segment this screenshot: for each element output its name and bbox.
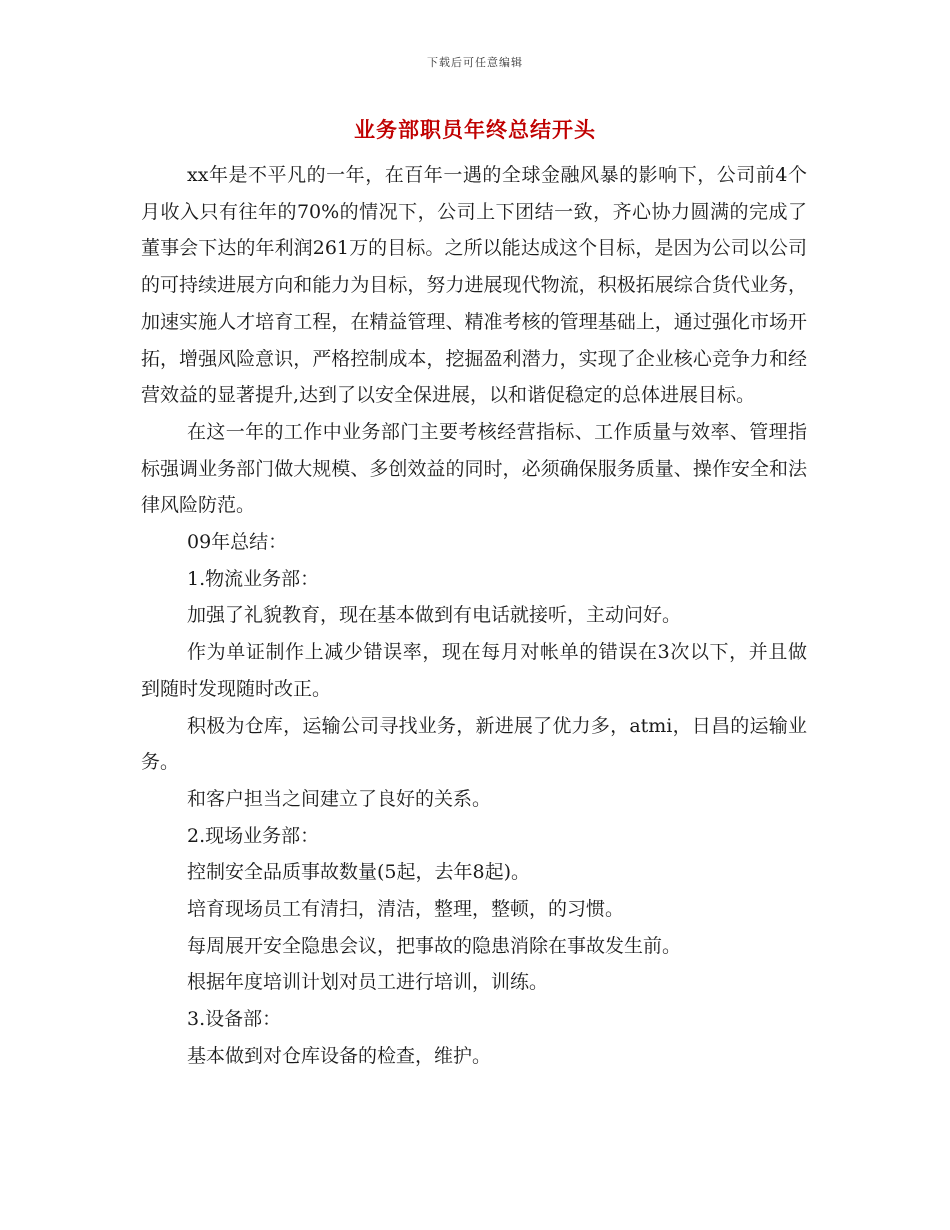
document-body	[141, 157, 807, 1075]
paragraph-work-focus: 在这一年的工作中业务部门主要考核经营指标、工作质量与效率、管理指标强调业务部门做大规模、多创效益的同时，必须确保服务质量、操作安全和法律风险防范。	[141, 420, 807, 517]
header-note: 下载后可任意编辑	[427, 56, 523, 69]
paragraph-onsite-4: 根据年度培训计划对员工进行培训，训练。	[187, 971, 549, 994]
paragraph-logistics-3: 积极为仓库，运输公司寻找业务，新进展了优力多，atmi，日昌的运输业务。	[141, 714, 807, 774]
section-heading-09-summary: 09年总结：	[187, 531, 288, 554]
document-title: 业务部职员年终总结开头	[354, 118, 596, 142]
section-heading-logistics: 1.物流业务部：	[187, 567, 320, 590]
paragraph-onsite-2: 培育现场员工有清扫，清洁，整理，整顿，的习惯。	[187, 898, 625, 921]
paragraph-intro: xx年是不平凡的一年，在百年一遇的全球金融风暴的影响下，公司前4个月收入只有往年的70%的情况下，公司上下团结一致，齐心协力圆满的完成了董事会下达的年利润261万的目标。之所以能达成这个目标，是因为公司以公司的可持续进展方向和能力为目标，努力进展现代物流，积极拓展综合货代业务，加速实施人才培育工程，在精益管理、精准考核的管理基础上，通过强化市场开拓，增强风险意识，严格控制成本，挖掘盈利潜力，实现了企业核心竞争力和经营效益的显著提升,达到了以安全保进展，以和谐促稳定的总体进展目标。	[141, 164, 807, 407]
section-heading-equipment: 3.设备部：	[187, 1008, 282, 1031]
section-heading-onsite: 2.现场业务部：	[187, 824, 320, 847]
paragraph-logistics-1: 加强了礼貌教育，现在基本做到有电话就接听，主动问好。	[187, 604, 682, 627]
paragraph-equipment-1: 基本做到对仓库设备的检查，维护。	[187, 1044, 492, 1067]
paragraph-onsite-1: 控制安全品质事故数量(5起，去年8起)。	[187, 861, 531, 884]
paragraph-logistics-4: 和客户担当之间建立了良好的关系。	[187, 787, 492, 810]
paragraph-onsite-3: 每周展开安全隐患会议，把事故的隐患消除在事故发生前。	[187, 934, 682, 957]
paragraph-logistics-2: 作为单证制作上减少错误率，现在每月对帐单的错误在3次以下，并且做到随时发现随时改正。	[141, 641, 807, 700]
